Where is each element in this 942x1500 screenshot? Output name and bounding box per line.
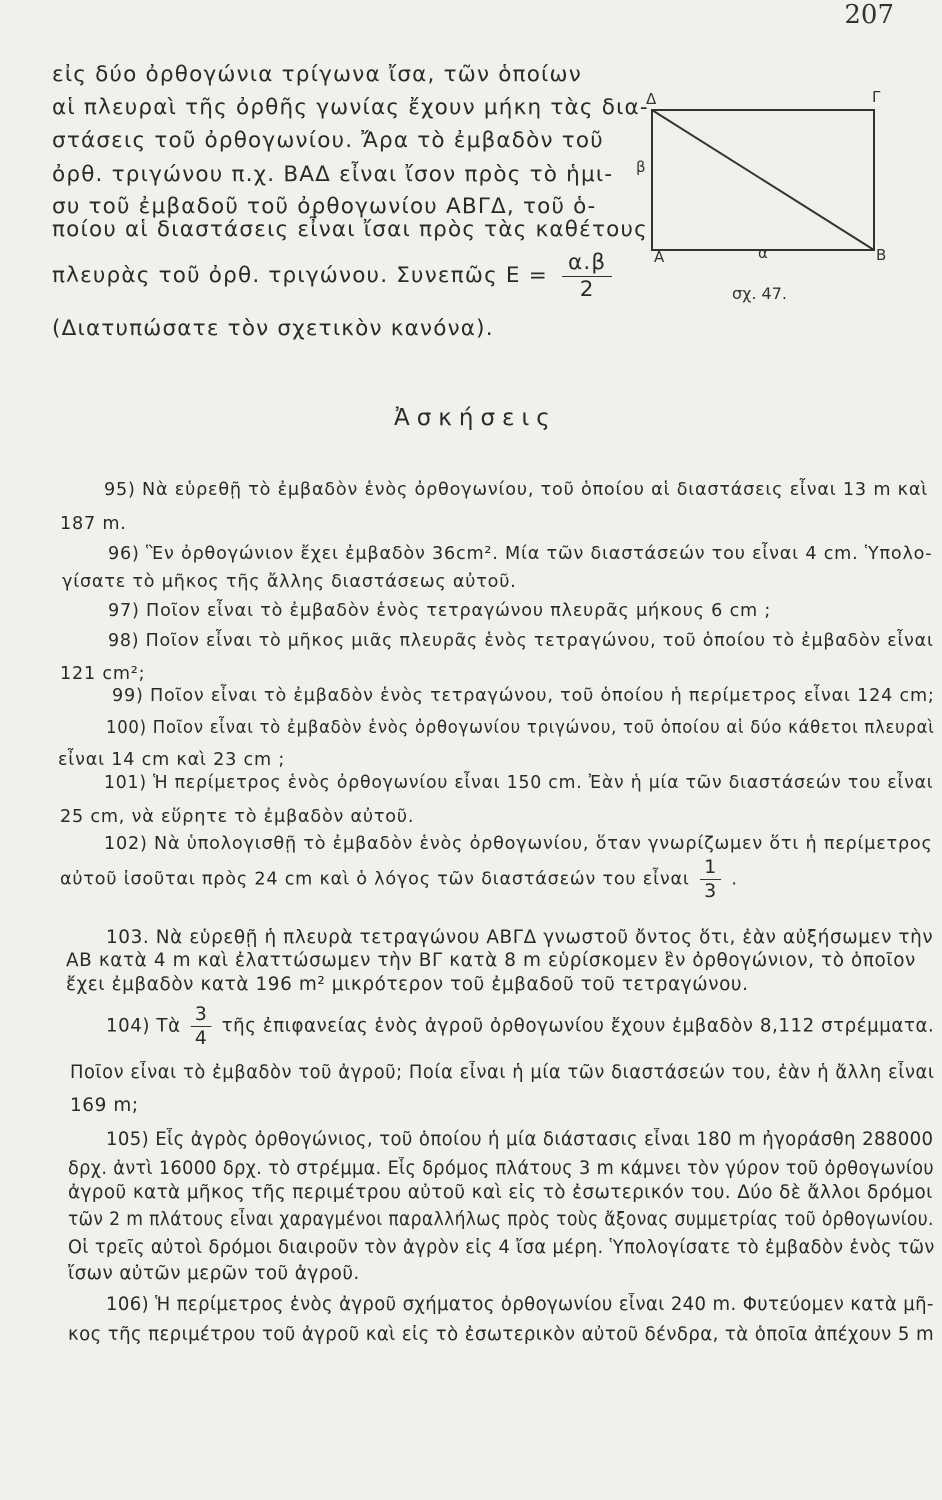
- exercise-101-line: 101) Ἡ περίμετρος ἑνὸς ὀρθογωνίου εἶναι 150 cm. Ἐὰν ἡ μία τῶν διαστάσεών του εἶναι: [104, 773, 934, 793]
- fraction-denominator: 3: [704, 880, 717, 902]
- fraction-three-quarters: [191, 1005, 211, 1048]
- exercise-98-line: 121 cm²;: [60, 664, 146, 684]
- exercise-99-line: 99) Ποῖον εἶναι τὸ ἐμβαδὸν ἑνὸς τετραγώνου, τοῦ ὁποίου ἡ περίμετρος εἶναι 124 cm;: [112, 686, 935, 706]
- exercise-100-line: 100) Ποῖον εἶναι τὸ ἐμβαδὸν ἑνὸς ὀρθογωνίου τριγώνου, τοῦ ὁποίου αἱ δύο κάθετοι πλευραὶ: [106, 718, 935, 738]
- exercise-105-line: ἴσων αὐτῶν μερῶν τοῦ ἀγροῦ.: [68, 1263, 360, 1284]
- exercise-106-line: κος τῆς περιμέτρου τοῦ ἀγροῦ καὶ εἰς τὸ ἐσωτερικὸν αὐτοῦ δένδρα, τὰ ὁποῖα ἀπέχουν 5 m: [68, 1324, 935, 1345]
- exercise-100-line: εἶναι 14 cm καὶ 23 cm ;: [58, 750, 286, 770]
- vertex-label-beta: Β: [876, 246, 887, 264]
- fraction-numerator: α.β: [562, 252, 612, 277]
- exercise-104-line: 169 m;: [70, 1095, 139, 1116]
- side-label-b: β: [636, 158, 646, 176]
- exercise-95-line: 95) Νὰ εὑρεθῇ τὸ ἐμβαδὸν ἑνὸς ὀρθογωνίου, τοῦ ὁποίου αἱ διαστάσεις εἶναι 13 m καὶ: [104, 480, 928, 500]
- fraction-denominator: 4: [194, 1027, 208, 1049]
- figure-caption: σχ. 47.: [732, 284, 787, 303]
- exercise-102-tail: [60, 858, 738, 901]
- exercise-104-suffix: τῆς ἐπιφανείας ἑνὸς ἀγροῦ ὀρθογωνίου ἔχουν ἐμβαδὸν 8,112 στρέμματα.: [221, 1015, 935, 1037]
- exercise-96-line: γίσατε τὸ μῆκος τῆς ἄλλης διαστάσεως αὐτοῦ.: [62, 572, 517, 592]
- fraction-numerator: 3: [191, 1005, 211, 1027]
- rectangle-diagram: [640, 88, 900, 308]
- intro-line: στάσεις τοῦ ὀρθογωνίου. Ἄρα τὸ ἐμβαδὸν τοῦ: [52, 128, 604, 153]
- exercise-103-line: ἔχει ἐμβαδὸν κατὰ 196 m² μικρότερον τοῦ ἐμβαδοῦ τοῦ τετραγώνου.: [66, 974, 749, 995]
- exercise-104-head: [106, 1005, 934, 1048]
- ratio-fraction: [700, 858, 721, 901]
- exercise-106-line: 106) Ἡ περίμετρος ἑνὸς ἀγροῦ σχήματος ὀρθογωνίου εἶναι 240 m. Φυτεύομεν κατὰ μῆ-: [106, 1294, 934, 1315]
- intro-closing: (Διατυπώσατε τὸν σχετικὸν κανόνα).: [52, 316, 494, 341]
- fraction-denominator: 2: [579, 276, 595, 302]
- intro-line: ὀρθ. τριγώνου π.χ. ΒΑΔ εἶναι ἴσον πρὸς τὸ ἡμι-: [52, 162, 614, 187]
- side-label-a: α: [758, 244, 768, 262]
- intro-line: αἱ πλευραὶ τῆς ὀρθῆς γωνίας ἔχουν μήκη τὰς δια-: [52, 95, 649, 120]
- exercise-102-period: .: [731, 869, 738, 890]
- vertex-label-delta: Δ: [646, 90, 657, 108]
- exercise-105-line: ἀγροῦ κατὰ μῆκος τῆς περιμέτρου αὐτοῦ καὶ εἰς τὸ ἐσωτερικόν του. Δύο δὲ ἄλλοι δρόμοι: [68, 1182, 933, 1203]
- page-number: 207: [844, 0, 894, 30]
- exercise-103-line: ΑΒ κατὰ 4 m καὶ ἐλαττώσωμεν τὴν ΒΓ κατὰ 8 m εὑρίσκομεν ἓν ὀρθογώνιον, τὸ ὁποῖον: [66, 950, 916, 971]
- exercise-97-line: 97) Ποῖον εἶναι τὸ ἐμβαδὸν ἑνὸς τετραγώνου πλευρᾶς μήκους 6 cm ;: [108, 601, 772, 621]
- intro-line: ποίου αἱ διαστάσεις εἶναι ἴσαι πρὸς τὰς καθέτους: [52, 217, 648, 242]
- intro-line: εἰς δύο ὀρθογώνια τρίγωνα ἴσα, τῶν ὁποίων: [52, 62, 582, 87]
- area-formula-line: [52, 252, 618, 300]
- formula-prefix: πλευρὰς τοῦ ὀρθ. τριγώνου. Συνεπῶς Ε =: [52, 263, 548, 288]
- area-fraction: [562, 252, 612, 300]
- exercise-105-line: τῶν 2 m πλάτους εἶναι χαραγμένοι παραλλήλως πρὸς τοὺς ἄξονας συμμετρίας τοῦ ὀρθογωνίου.: [68, 1209, 934, 1230]
- exercise-105-line: δρχ. ἀντὶ 16000 δρχ. τὸ στρέμμα. Εἷς δρόμος πλάτους 3 m κάμνει τὸν γύρον τοῦ ὀρθογωνίου: [68, 1158, 934, 1179]
- exercise-105-line: Οἱ τρεῖς αὐτοὶ δρόμοι διαιροῦν τὸν ἀγρὸν εἰς 4 ἴσα μέρη. Ὑπολογίσατε τὸ ἐμβαδὸν ἑνὸς τῶν: [68, 1237, 935, 1258]
- exercise-105-line: 105) Εἷς ἀγρὸς ὀρθογώνιος, τοῦ ὁποίου ἡ μία διάστασις εἶναι 180 m ἠγοράσθη 288000: [106, 1129, 934, 1150]
- fraction-numerator: 1: [700, 858, 721, 880]
- exercise-104-prefix: 104) Τὰ: [106, 1015, 181, 1037]
- vertex-label-gamma: Γ: [872, 88, 881, 106]
- exercise-102-line: 102) Νὰ ὑπολογισθῇ τὸ ἐμβαδὸν ἑνὸς ὀρθογωνίου, ὅταν γνωρίζωμεν ὅτι ἡ περίμετρος: [104, 834, 933, 854]
- exercise-98-line: 98) Ποῖον εἶναι τὸ μῆκος μιᾶς πλευρᾶς ἑνὸς τετραγώνου, τοῦ ὁποίου τὸ ἐμβαδὸν εἶναι: [108, 631, 934, 651]
- section-title: Ἀσκήσεις: [394, 405, 557, 431]
- exercise-104-line: Ποῖον εἶναι τὸ ἐμβαδὸν τοῦ ἀγροῦ; Ποία εἶναι ἡ μία τῶν διαστάσεών του, ἐὰν ἡ ἄλλη εἶναι: [70, 1062, 935, 1083]
- exercise-101-line: 25 cm, νὰ εὕρητε τὸ ἐμβαδὸν αὐτοῦ.: [60, 807, 415, 827]
- exercise-102-tail-text: αὐτοῦ ἰσοῦται πρὸς 24 cm καὶ ὁ λόγος τῶν διαστάσεών του εἶναι: [60, 869, 690, 890]
- intro-line: συ τοῦ ἐμβαδοῦ τοῦ ὀρθογωνίου ΑΒΓΔ, τοῦ ὁ-: [52, 194, 597, 219]
- diagonal-bd: [652, 110, 874, 250]
- exercise-96-line: 96) Ἓν ὀρθογώνιον ἔχει ἐμβαδὸν 36cm². Μία τῶν διαστάσεών του εἶναι 4 cm. Ὑπολο-: [108, 544, 933, 564]
- figure-47: [636, 88, 900, 308]
- exercise-103-line: 103. Νὰ εὑρεθῇ ἡ πλευρὰ τετραγώνου ΑΒΓΔ γνωστοῦ ὄντος ὅτι, ἐὰν αὐξήσωμεν τὴν: [106, 927, 934, 948]
- vertex-label-alpha: Α: [654, 248, 665, 266]
- exercise-95-line: 187 m.: [60, 514, 127, 534]
